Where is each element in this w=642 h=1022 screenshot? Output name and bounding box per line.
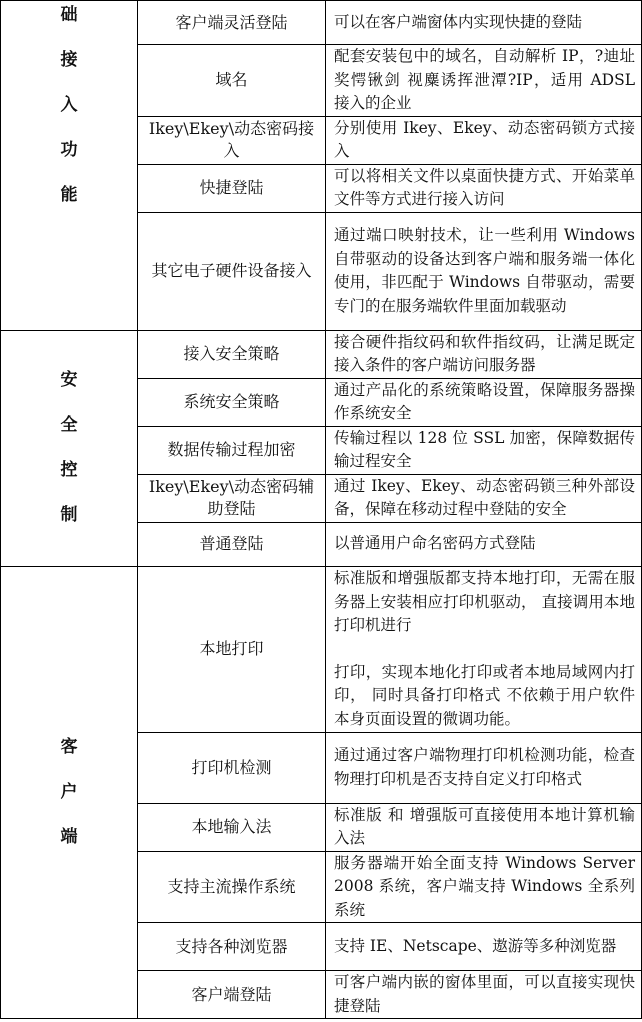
description-paragraph: 可以在客户端窗体内实现快捷的登陆 xyxy=(334,12,583,31)
feature-name: 系统安全策略 xyxy=(138,378,326,426)
feature-name: 快捷登陆 xyxy=(138,164,326,212)
category-char: 客 xyxy=(60,736,78,757)
feature-name: 支持各种浏览器 xyxy=(138,923,326,971)
table-body xyxy=(1,1,642,1019)
feature-description xyxy=(326,212,642,330)
feature-name: 其它电子硬件设备接入 xyxy=(138,212,326,330)
category-cell xyxy=(1,330,138,566)
paragraph-gap xyxy=(334,638,635,661)
feature-description xyxy=(326,116,642,164)
category-char: 制 xyxy=(60,505,78,525)
category-cell xyxy=(1,566,138,1019)
description-paragraph: 配套安装包中的域名，自动解析 IP，?迪址奖愕锹剑 视麋诱挥泄潭?IP，适用 ADSL 接入的企业 xyxy=(334,47,635,112)
description-paragraph: 可以将相关文件以桌面快捷方式、开始菜单文件等方式进行接入访问 xyxy=(334,166,635,208)
feature-name: 本地打印 xyxy=(138,566,326,732)
feature-description xyxy=(326,1,642,45)
feature-description xyxy=(326,474,642,522)
category-label xyxy=(1,725,137,860)
description-paragraph: 支持 IE、Netscape、遨游等多种浏览器 xyxy=(334,936,617,955)
description-paragraph: 传输过程以 128 位 SSL 加密，保障数据传输过程安全 xyxy=(334,428,635,470)
feature-name: 数据传输过程加密 xyxy=(138,426,326,474)
category-cell xyxy=(1,1,138,331)
description-paragraph: 接合硬件指纹码和软件指纹码，让满足既定接入条件的客户端访问服务器 xyxy=(334,332,635,374)
description-paragraph: 通过端口映射技术，让一些利用 Windows 自带驱动的设备达到客户端和服务端一体化使用，非匹配于 Windows 自带驱动，需要专门的在服务端软件里面加载驱动 xyxy=(334,226,635,315)
feature-description xyxy=(326,851,642,923)
feature-name: Ikey\Ekey\动态密码接入 xyxy=(138,116,326,164)
category-label xyxy=(1,358,137,538)
category-char: 础 xyxy=(60,5,78,25)
feature-name: Ikey\Ekey\动态密码辅助登陆 xyxy=(138,474,326,522)
category-char: 接 xyxy=(60,50,78,70)
table-row xyxy=(1,330,642,378)
feature-description xyxy=(326,566,642,732)
feature-name: 域名 xyxy=(138,45,326,117)
feature-description xyxy=(326,803,642,851)
description-paragraph: 打印，实现本地化打印或者本地局域网内打印， 同时具备打印格式 不依赖于用户软件本身页面设置的微调功能。 xyxy=(334,662,635,728)
description-paragraph: 服务器端开始全面支持 Windows Server 2008 系统，客户端支持 Windows 全系列系统 xyxy=(334,853,635,919)
category-char: 功 xyxy=(60,140,78,160)
table-row xyxy=(1,1,642,45)
description-paragraph: 通过产品化的系统策略设置，保障服务器操作系统安全 xyxy=(334,380,635,422)
category-label xyxy=(1,0,137,218)
category-char: 入 xyxy=(60,95,78,115)
feature-name: 接入安全策略 xyxy=(138,330,326,378)
feature-description xyxy=(326,971,642,1019)
feature-name: 普通登陆 xyxy=(138,522,326,566)
feature-name: 本地输入法 xyxy=(138,803,326,851)
feature-description xyxy=(326,522,642,566)
feature-name: 支持主流操作系统 xyxy=(138,851,326,923)
feature-description xyxy=(326,45,642,117)
description-paragraph: 以普通用户命名密码方式登陆 xyxy=(334,534,536,553)
feature-description xyxy=(326,732,642,803)
description-paragraph: 标准版和增强版都支持本地打印，无需在服务器上安装相应打印机驱动， 直接调用本地打印机进行 xyxy=(334,569,635,634)
feature-description xyxy=(326,378,642,426)
feature-description xyxy=(326,923,642,971)
feature-description xyxy=(326,426,642,474)
description-paragraph: 标准版 和 增强版可直接使用本地计算机输入法 xyxy=(334,805,635,847)
description-paragraph: 通过通过客户端物理打印机检测功能，检查物理打印机是否支持自定义打印格式 xyxy=(334,746,635,788)
category-char: 端 xyxy=(60,826,78,847)
description-paragraph: 分别使用 Ikey、Ekey、动态密码锁方式接入 xyxy=(334,118,635,160)
category-char: 户 xyxy=(60,781,78,802)
category-char: 安 xyxy=(60,370,78,390)
feature-name: 客户端灵活登陆 xyxy=(138,1,326,45)
category-char: 全 xyxy=(60,415,78,435)
table-row xyxy=(1,566,642,732)
description-paragraph: 可客户端内嵌的窗体里面，可以直接实现快捷登陆 xyxy=(334,973,635,1015)
feature-description xyxy=(326,164,642,212)
feature-description xyxy=(326,330,642,378)
feature-name: 客户端登陆 xyxy=(138,971,326,1019)
category-char: 控 xyxy=(60,460,78,480)
feature-name: 打印机检测 xyxy=(138,732,326,803)
category-char: 能 xyxy=(60,185,78,205)
description-paragraph: 通过 Ikey、Ekey、动态密码锁三种外部设备，保障在移动过程中登陆的安全 xyxy=(334,476,635,518)
